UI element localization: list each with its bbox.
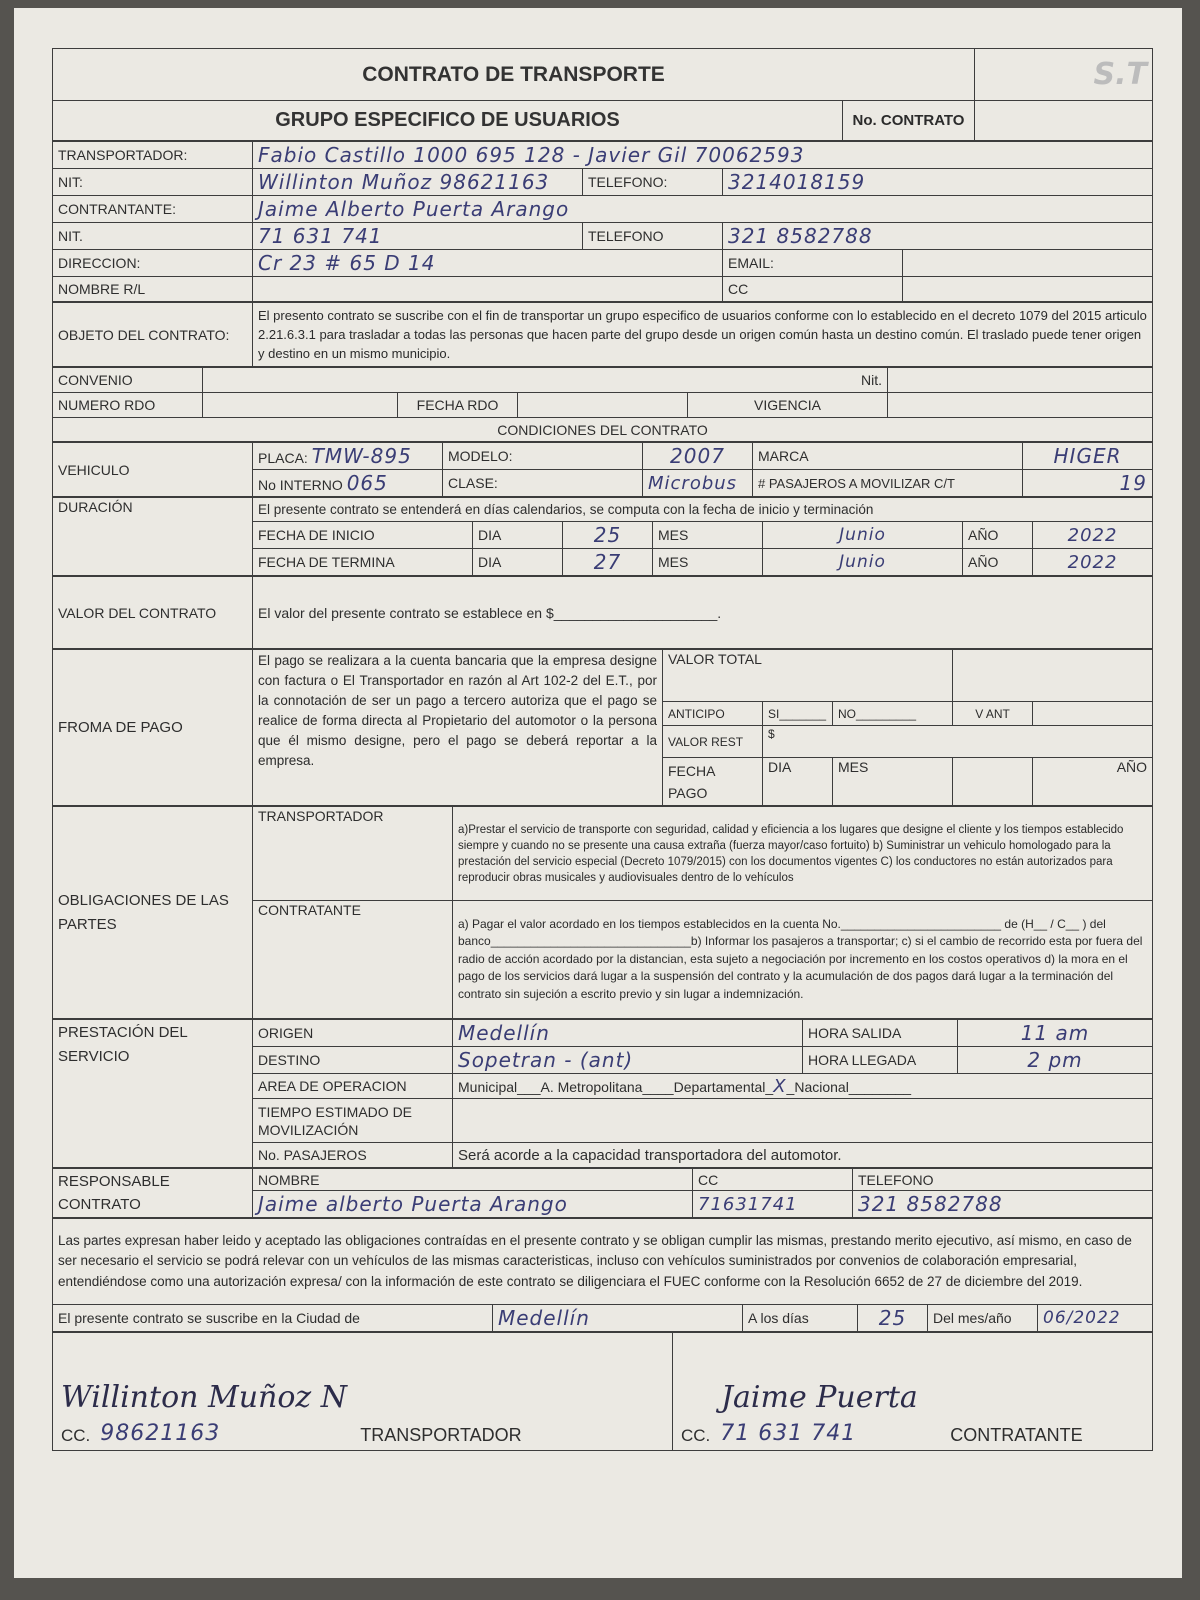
duracion-table xyxy=(52,497,1153,576)
transportador-signature: Willinton Muñoz N xyxy=(61,1380,347,1415)
objeto-text: El presento contrato se suscribe con el fin de transportar un grupo especifico de usuarios conforme con lo establecido en el decreto 1079 del 2015 articulo 2.21.6.3.1 para trasladar a todas las personas que hacen parte del grupo desde un origen común hasta un destino común. El traslado puede tener origen y destino en un mismo municipio. xyxy=(253,303,1153,367)
marca-label: MARCA xyxy=(753,443,1023,470)
pago-label: FROMA DE PAGO xyxy=(53,650,253,806)
transportador-value: Fabio Castillo 1000 695 128 - Javier Gil 70062593 xyxy=(253,142,1153,169)
nombre-rl-value xyxy=(253,277,723,302)
objeto-table xyxy=(52,302,1153,367)
obligaciones-contratante-text: a) Pagar el valor acordado en los tiempos establecidos en la cuenta No.________________________ de (H__ / C__ ) del banco______________________________b) Informar los pasajeros a transportar; c) si el cambio de recorrido esta por fuera del radio de acción acordado por la distancian, esta sujeto a negociación por incremento en los costos operativos d) la mora en el pago de los servicios dará lugar a la suspensión del contrato y la acumulación de dos pagos dará lugar a la terminación del contrato sin sujeción a escrito previo y sin lugar a indemnización. xyxy=(453,901,1153,1019)
nit-value: Willinton Muñoz 98621163 xyxy=(253,169,583,196)
objeto-label: OBJETO DEL CONTRATO: xyxy=(53,303,253,367)
transportador-cc-label: CC. xyxy=(61,1426,91,1445)
v-ant-label: V ANT xyxy=(953,702,1033,726)
hora-llegada-value: 2 pm xyxy=(958,1047,1153,1074)
valor-total-label: VALOR TOTAL xyxy=(663,650,953,702)
inicio-ano-value: 2022 xyxy=(1033,522,1153,549)
fecha-pago-ano-label: AÑO xyxy=(1033,758,1153,806)
fecha-inicio-label: FECHA DE INICIO xyxy=(253,522,473,549)
termina-dia-label: DIA xyxy=(473,549,563,576)
pasajeros-movilizar-value: 19 xyxy=(1023,470,1153,497)
telefono2-label: TELEFONO xyxy=(583,223,723,250)
clase-label: CLASE: xyxy=(443,470,643,497)
responsable-cc-value: 71631741 xyxy=(693,1191,853,1218)
inicio-dia-value: 25 xyxy=(563,522,653,549)
telefono2-value: 321 8582788 xyxy=(723,223,1153,250)
obligaciones-label: OBLIGACIONES DE LAS PARTES xyxy=(53,807,253,1019)
cc-value xyxy=(903,277,1153,302)
telefono-label: TELEFONO: xyxy=(583,169,723,196)
termina-ano-value: 2022 xyxy=(1033,549,1153,576)
contract-subtitle: GRUPO ESPECIFICO DE USUARIOS xyxy=(53,101,843,141)
destino-label: DESTINO xyxy=(253,1047,453,1074)
convenio-nit-value xyxy=(888,368,1153,393)
no-pasajeros-label: No. PASAJEROS xyxy=(253,1143,453,1168)
contratante-value: Jaime Alberto Puerta Arango xyxy=(253,196,1153,223)
marca-value: HIGER xyxy=(1023,443,1153,470)
inicio-mes-label: MES xyxy=(653,522,763,549)
contratante-cc-label: CC. xyxy=(681,1426,711,1445)
header-table xyxy=(52,48,1153,141)
duracion-label: DURACIÓN xyxy=(53,498,253,576)
mes-ano-value: 06/2022 xyxy=(1038,1305,1153,1332)
valor-rest-value: $ xyxy=(763,726,1153,758)
pasajeros-movilizar-label: # PASAJEROS A MOVILIZAR C/T xyxy=(753,470,1023,497)
nit2-label: NIT. xyxy=(53,223,253,250)
obligaciones-transportador-label: TRANSPORTADOR xyxy=(253,807,453,901)
obligaciones-transportador-text: a)Prestar el servicio de transporte con seguridad, calidad y eficiencia a los lugares que designe el cliente y los tiempos establecido siempre y cuando no se presente una causa extraña (fuerza mayor/caso fortuito) b) Suministrar un vehiculo homologado para la prestación del servicio especial (Decreto 1079/2015) con los documentos vigentes C) los conductores no están autorizados para reproducir obras musicales y audiovisuales dentro de lo vehículos xyxy=(453,807,1153,901)
fecha-pago-dia-label: DIA xyxy=(763,758,833,806)
nombre-rl-label: NOMBRE R/L xyxy=(53,277,253,302)
modelo-label: MODELO: xyxy=(443,443,643,470)
cc-label: CC xyxy=(723,277,903,302)
inicio-ano-label: AÑO xyxy=(963,522,1033,549)
transportador-signature-box xyxy=(53,1333,673,1451)
dias-label: A los días xyxy=(743,1305,858,1332)
obligaciones-table xyxy=(52,806,1153,1019)
contratante-signature-box xyxy=(673,1333,1153,1451)
valor-rest-label: VALOR REST xyxy=(663,726,763,758)
dias-value: 25 xyxy=(858,1305,928,1332)
no-pasajeros-text: Será acorde a la capacidad transportadora del automotor. xyxy=(453,1143,1153,1168)
termina-mes-value: Junio xyxy=(763,549,963,576)
origen-value: Medellín xyxy=(453,1020,803,1047)
clase-value: Microbus xyxy=(643,470,753,497)
hora-llegada-label: HORA LLEGADA xyxy=(803,1047,958,1074)
destino-value: Sopetran - (ant) xyxy=(453,1047,803,1074)
email-label: EMAIL: xyxy=(723,250,903,277)
contratante-cc-value: 71 631 741 xyxy=(720,1421,857,1446)
valor-total-value xyxy=(953,650,1153,702)
footer-table xyxy=(52,1218,1153,1332)
hora-salida-value: 11 am xyxy=(958,1020,1153,1047)
inicio-dia-label: DIA xyxy=(473,522,563,549)
area-label: AREA DE OPERACION xyxy=(253,1074,453,1099)
transportador-cc-value: 98621163 xyxy=(100,1421,221,1446)
contratante-sign-label: CONTRATANTE xyxy=(950,1425,1083,1445)
anticipo-si-label: SI_______ xyxy=(763,702,833,726)
placa-value: TMW-895 xyxy=(311,444,412,468)
tiempo-label: TIEMPO ESTIMADO DE MOVILIZACIÓN xyxy=(253,1099,453,1143)
area-mark: X xyxy=(773,1075,787,1097)
numero-rdo-value xyxy=(203,393,398,418)
modelo-value: 2007 xyxy=(643,443,753,470)
anticipo-no-label: NO_________ xyxy=(833,702,953,726)
valor-label: VALOR DEL CONTRATO xyxy=(53,577,253,649)
pago-text: El pago se realizara a la cuenta bancaria que la empresa designe con factura o El Transportador en razón al Art 102-2 del E.T., por la connotación de ser un pago a tercero autoriza que el pago se realice de forma directa al Propietario del automotor o la persona que él mismo designe, pero el pago se deberá reportar a la empresa. xyxy=(253,650,663,806)
mes-ano-label: Del mes/año xyxy=(928,1305,1038,1332)
contract-sheet xyxy=(14,8,1182,1578)
convenio-label: CONVENIO xyxy=(53,368,203,393)
convenio-nit-label: Nit. xyxy=(203,368,888,393)
fecha-rdo-label: FECHA RDO xyxy=(398,393,518,418)
contract-form xyxy=(52,48,1152,1488)
responsable-nombre-label: NOMBRE xyxy=(253,1169,693,1191)
convenio-table xyxy=(52,367,1153,442)
responsable-cc-label: CC xyxy=(693,1169,853,1191)
interno-label: No INTERNO xyxy=(258,477,343,493)
footer-text: Las partes expresan haber leido y aceptado las obligaciones contraídas en el presente contrato y se obligan cumplir las mismas, prestando merito ejecutivo, así mismo, en caso de ser necesario el servicio se podrá relevar con un vehículos de las mismas caracteristicas, incluso con vehículos suministrados por convenios de colaboración empresarial, entendiéndose como una autorización expresa/ con la información de este contrato se diligenciara el FUEC conforme con la Resolución 6652 de 27 de diciembre del 2019. xyxy=(53,1219,1153,1305)
vigencia-value xyxy=(888,393,1153,418)
ciudad-label: El presente contrato se suscribe en la Ciudad de xyxy=(53,1305,493,1332)
no-contrato-label: No. CONTRATO xyxy=(843,101,975,141)
vehiculo-table xyxy=(52,442,1153,497)
contract-title: CONTRATO DE TRANSPORTE xyxy=(53,49,975,101)
fecha-pago-label: FECHA PAGO xyxy=(663,758,763,806)
direccion-label: DIRECCION: xyxy=(53,250,253,277)
anticipo-label: ANTICIPO xyxy=(663,702,763,726)
ciudad-value: Medellín xyxy=(493,1305,743,1332)
fecha-pago-spacer xyxy=(953,758,1033,806)
responsable-telefono-label: TELEFONO xyxy=(853,1169,1153,1191)
email-value xyxy=(903,250,1153,277)
termina-dia-value: 27 xyxy=(563,549,653,576)
contratante-signature: Jaime Puerta xyxy=(721,1380,918,1415)
vigencia-label: VIGENCIA xyxy=(688,393,888,418)
duracion-text: El presente contrato se entenderá en días calendarios, se computa con la fecha de inicio y terminación xyxy=(253,498,1153,522)
fecha-pago-mes-label: MES xyxy=(833,758,953,806)
termina-mes-label: MES xyxy=(653,549,763,576)
origen-label: ORIGEN xyxy=(253,1020,453,1047)
servicio-label: PRESTACIÓN DEL SERVICIO xyxy=(53,1020,253,1168)
area-text-1: Municipal___A. Metropolitana____Departamental_ xyxy=(458,1078,774,1095)
transportador-sign-label: TRANSPORTADOR xyxy=(360,1425,522,1445)
responsable-table xyxy=(52,1168,1153,1218)
obligaciones-contratante-label: CONTRATANTE xyxy=(253,901,453,1019)
valor-text: El valor del presente contrato se establece en $_____________________. xyxy=(253,577,1153,649)
area-text-2: _Nacional________ xyxy=(786,1078,912,1095)
fecha-termina-label: FECHA DE TERMINA xyxy=(253,549,473,576)
responsable-nombre-value: Jaime alberto Puerta Arango xyxy=(253,1191,693,1218)
inicio-mes-value: Junio xyxy=(763,522,963,549)
valor-table xyxy=(52,576,1153,649)
responsable-telefono-value: 321 8582788 xyxy=(853,1191,1153,1218)
pago-table xyxy=(52,649,1153,806)
telefono-value: 3214018159 xyxy=(723,169,1153,196)
parties-table xyxy=(52,141,1153,302)
contratante-label: CONTRANTANTE: xyxy=(53,196,253,223)
numero-rdo-label: NUMERO RDO xyxy=(53,393,203,418)
company-logo: S.T xyxy=(1093,57,1147,92)
interno-value: 065 xyxy=(346,471,388,495)
fecha-rdo-value xyxy=(518,393,688,418)
signatures-table xyxy=(52,1332,1153,1451)
vehiculo-label: VEHICULO xyxy=(53,443,253,497)
transportador-label: TRANSPORTADOR: xyxy=(53,142,253,169)
no-contrato-value xyxy=(975,101,1153,141)
termina-ano-label: AÑO xyxy=(963,549,1033,576)
placa-label: PLACA: xyxy=(258,450,308,466)
nit2-value: 71 631 741 xyxy=(253,223,583,250)
tiempo-value xyxy=(453,1099,1153,1143)
direccion-value: Cr 23 # 65 D 14 xyxy=(253,250,723,277)
nit-label: NIT: xyxy=(53,169,253,196)
responsable-label: RESPONSABLE CONTRATO xyxy=(53,1169,253,1218)
condiciones-heading: CONDICIONES DEL CONTRATO xyxy=(53,418,1153,442)
servicio-table xyxy=(52,1019,1153,1168)
v-ant-value xyxy=(1033,702,1153,726)
hora-salida-label: HORA SALIDA xyxy=(803,1020,958,1047)
